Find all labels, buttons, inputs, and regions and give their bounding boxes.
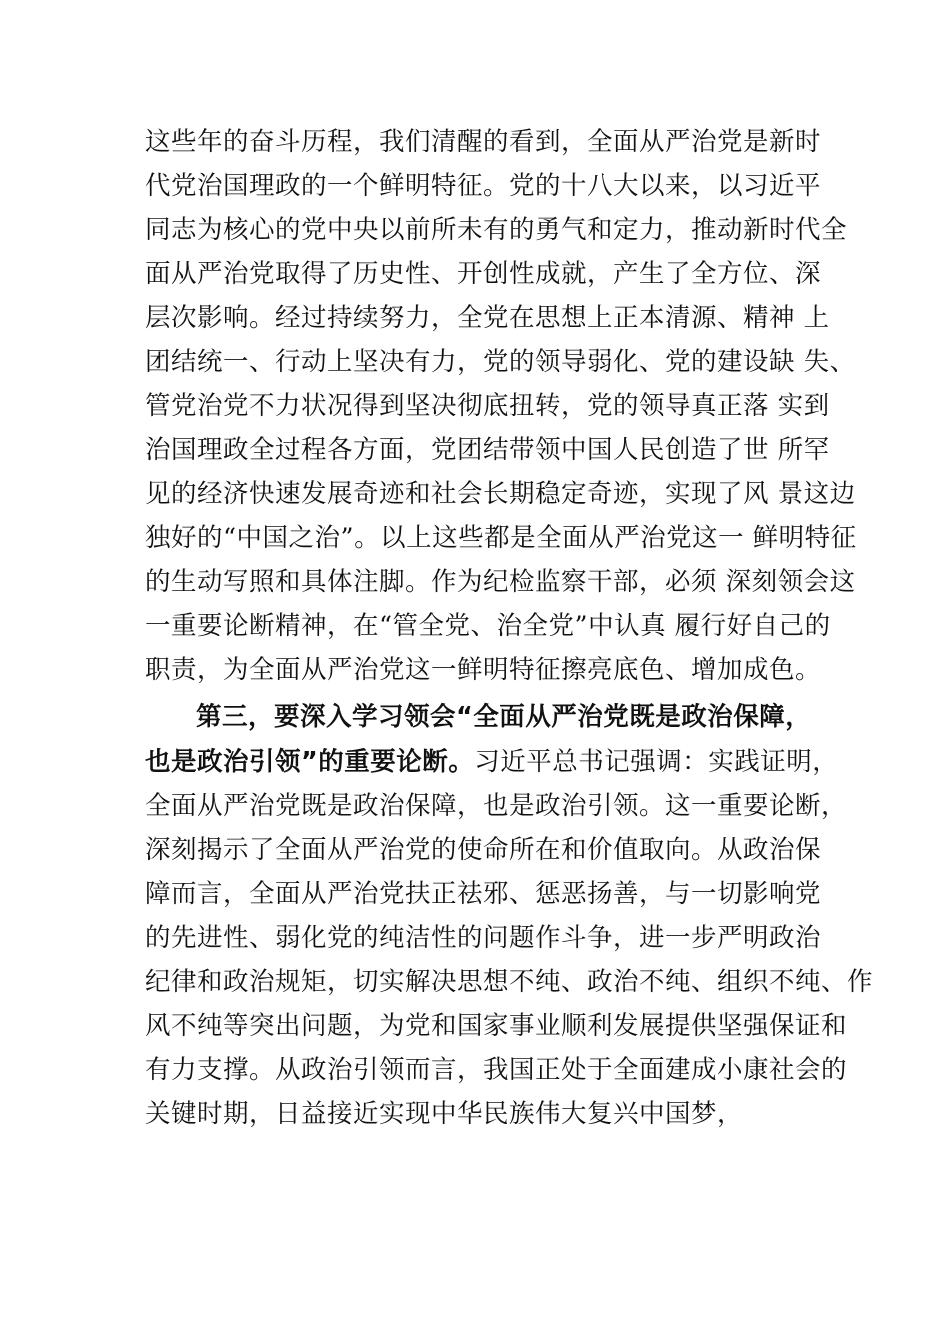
- paragraph-line: 的先进性、弱化党的纯洁性的问题作斗争，进一步严明政治: [145, 923, 822, 953]
- paragraph-line: 见的经济快速发展奇迹和社会长期稳定奇迹，实现了风 景这边: [145, 479, 856, 509]
- paragraph-line: 关键时期，日益接近实现中华民族伟大复兴中国梦，: [145, 1099, 744, 1129]
- paragraph-line: 障而言，全面从严治党扶正祛邪、惩恶扬善，与一切影响党: [145, 879, 822, 909]
- section-heading-line: 第三，要深入学习领会“全面从严治党既是政治保障，: [196, 702, 812, 732]
- paragraph-line: 代党治国理政的一个鲜明特征。党的十八大以来，以习近平: [145, 171, 822, 201]
- paragraph-line: 面从严治党取得了历史性、开创性成就，产生了全方位、深: [145, 259, 822, 289]
- paragraph-line: 全面从严治党既是政治保障，也是政治引领。这一重要论断，: [145, 791, 848, 821]
- section-heading-bold: 也是政治引领”的重要论断。: [145, 747, 475, 777]
- section-heading-line-2: [145, 745, 838, 779]
- paragraph-line: 一重要论断精神，在“管全党、治全党”中认真 履行好自己的: [145, 611, 831, 641]
- paragraph-line: 团结统一、行动上坚决有力，党的领导弱化、党的建设缺 失、: [145, 347, 856, 377]
- paragraph-line: 管党治党不力状况得到坚决彻底扭转，党的领导真正落 实到: [145, 391, 830, 421]
- paragraph-line: 这些年的奋斗历程，我们清醒的看到，全面从严治党是新时: [145, 127, 822, 157]
- paragraph-line: 有力支撑。从政治引领而言，我国正处于全面建成小康社会的: [145, 1055, 848, 1085]
- paragraph-line: 治国理政全过程各方面，党团结带领中国人民创造了世 所罕: [145, 435, 830, 465]
- paragraph-line: 的生动写照和具体注脚。作为纪检监察干部，必须 深刻领会这: [145, 567, 856, 597]
- paragraph-line: 风不纯等突出问题，为党和国家事业顺利发展提供坚强保证和: [145, 1011, 848, 1041]
- section-heading-rest: 习近平总书记强调：实践证明，: [474, 747, 839, 777]
- paragraph-line: 职责，为全面从严治党这一鲜明特征擦亮底色、增加成色。: [145, 655, 822, 685]
- paragraph-line: 深刻揭示了全面从严治党的使命所在和价值取向。从政治保: [145, 835, 822, 865]
- paragraph-line: 独好的“中国之治”。以上这些都是全面从严治党这一 鲜明特征: [145, 523, 857, 553]
- paragraph-line: 纪律和政治规矩，切实解决思想不纯、政治不纯、组织不纯、作: [145, 967, 874, 997]
- paragraph-line: 同志为核心的党中央以前所未有的勇气和定力，推动新时代全: [145, 215, 848, 245]
- paragraph-line: 层次影响。经过持续努力，全党在思想上正本清源、精神 上: [145, 303, 830, 333]
